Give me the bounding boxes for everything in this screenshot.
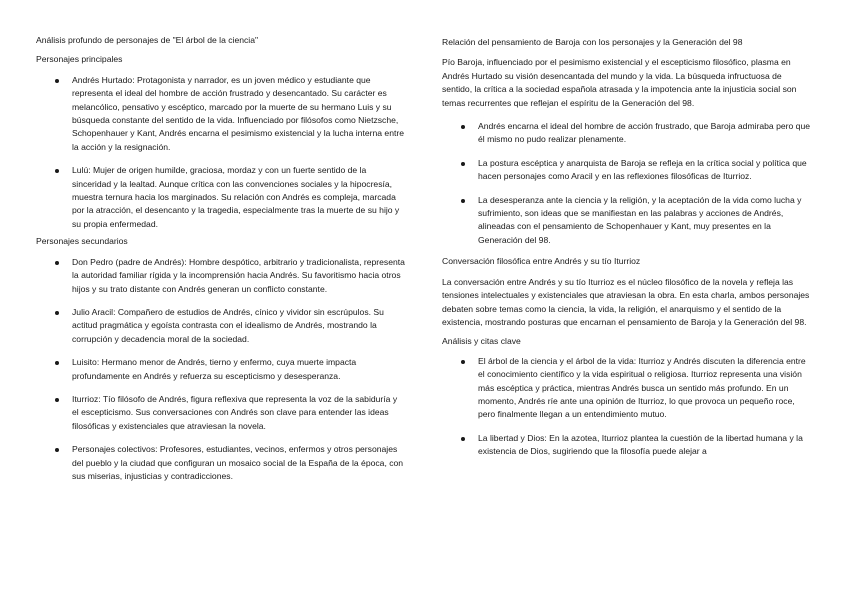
bullet-icon [461, 437, 465, 441]
list-item [36, 356, 406, 383]
right-column [442, 0, 814, 459]
list-item-text: Luisito: Hermano menor de Andrés, tierno y enfermo, cuya muerte impacta profundamente en Andrés y refuerza su escepticismo y desesperanza. [72, 357, 357, 381]
document-title: Análisis profundo de personajes de "El árbol de la ciencia" [36, 35, 259, 45]
list-item-text: Andrés Hurtado: Protagonista y narrador, es un joven médico y estudiante que representa el ideal del hombre de acción frustrado y desencantado. Su carácter es melancólico, pensativo y escéptico, marcado por la muerte de su hermano Luis y su búsqueda constante del sentido de la vida. Influenciado por filósofos como Nietzsche, Schopenhauer y Kant, Andrés encarna el pesimismo existencial y la lucha interna entre la acción y la resignación. [72, 74, 405, 152]
list-item-text: Julio Aracil: Compañero de estudios de Andrés, cínico y vividor sin escrúpulos. Su actitud pragmática y egoísta contrasta con el idealismo de Andrés, mostrando la corrupción y decadencia moral de la sociedad. [72, 306, 384, 344]
bullet-icon [55, 79, 59, 83]
bullet-icon [461, 125, 465, 129]
list-item-text: La postura escéptica y anarquista de Baroja se refleja en la crítica social y política que hacen personajes como Aracil y en las reflexiones filosóficas de Iturrioz. [478, 157, 807, 182]
secondary-characters-list [36, 256, 406, 484]
relation-heading: Relación del pensamiento de Baroja con los personajes y la Generación del 98 [442, 37, 743, 47]
left-column [36, 0, 406, 483]
list-item [36, 393, 406, 433]
list-item-text: Personajes colectivos: Profesores, estudiantes, vecinos, enfermos y otros personajes del pueblo y la ciudad que configuran un mosaico social de la España de la época, con sus miserias, injusticias y contradicciones. [72, 444, 404, 481]
list-item [442, 355, 814, 422]
list-item [442, 194, 814, 248]
conversation-paragraph: La conversación entre Andrés y su tío Iturrioz es el núcleo filosófico de la novela y refleja las tensiones intelectuales y existenciales que atraviesan la obra. En esta charla, ambos personajes debaten sobre temas como la ciencia, la vida, la religión, el anarquismo y el sentido de la existencia, mostrando posturas que encarnan el pensamiento de Baroja y la Generación del 98. [442, 276, 810, 327]
conversation-heading: Conversación filosófica entre Andrés y su tío Iturrioz [442, 256, 641, 267]
analysis-heading: Análisis y citas clave [442, 336, 521, 347]
bullet-icon [461, 199, 465, 203]
bullet-icon [55, 448, 59, 452]
list-item-text: Andrés encarna el ideal del hombre de acción frustrado, que Baroja admiraba pero que él mismo no pudo realizar plenamente. [478, 121, 811, 145]
list-item-text: Lulú: Mujer de origen humilde, graciosa, mordaz y con un fuerte sentido de la sinceridad y la lealtad. Aunque crítica con las convenciones sociales y la hipocresía, muestra ternura hacia los marginados. Su relación con Andrés es compleja, marcada por la atracción, el desencanto y la tragedia, especialmente tras la muerte de su hijo y su propia enfermedad. [72, 165, 400, 229]
relation-list [442, 120, 814, 247]
bullet-icon [55, 169, 59, 173]
list-item [36, 164, 406, 231]
list-item-text: Iturrioz: Tío filósofo de Andrés, figura reflexiva que representa la voz de la sabiduría y el escepticismo. Sus conversaciones con Andrés son clave para entender las ideas filosóficas y existenciales que atraviesan la novela. [72, 393, 398, 431]
bullet-icon [55, 398, 59, 402]
bullet-icon [55, 361, 59, 365]
list-item [36, 256, 406, 296]
secondary-characters-heading: Personajes secundarios [36, 236, 128, 247]
list-item-text: La libertad y Dios: En la azotea, Iturrioz plantea la cuestión de la libertad humana y la existencia de Dios, sugiriendo que la filosofía puede alejar a [478, 432, 803, 457]
list-item [36, 306, 406, 346]
principal-characters-list [36, 74, 406, 231]
list-item [36, 443, 406, 483]
list-item-text: La desesperanza ante la ciencia y la religión, y la aceptación de la vida como lucha y sufrimiento, son ideas que se manifiestan en las palabras y acciones de Andrés, alineadas con el pensamiento de Schopenhauer y Kant, muy presentes en la Generación del 98. [478, 194, 802, 245]
relation-paragraph: Pío Baroja, influenciado por el pesimismo existencial y el escepticismo filosófico, plasma en Andrés Hurtado su visión desencantada del mundo y la vida. La búsqueda infructuosa de sentido, la crítica a la sociedad española atrasada y la impotencia ante la injusticia social son temas recurrentes que reflejan el espíritu de la Generación del 98. [442, 57, 797, 108]
principal-characters-heading: Personajes principales [36, 54, 123, 65]
list-item [442, 432, 814, 459]
list-item-text: Don Pedro (padre de Andrés): Hombre despótico, arbitrario y tradicionalista, representa la autoridad familiar rígida y la incomprensión hacia Andrés. Su favoritismo hacia otros hijos y su trato distante con Andrés generan un conflicto constante. [72, 256, 405, 294]
analysis-list [442, 355, 814, 459]
bullet-icon [461, 162, 465, 166]
list-item-text: El árbol de la ciencia y el árbol de la vida: Iturrioz y Andrés discuten la diferencia entre el conocimiento científico y la vida espiritual o religiosa. Iturrioz representa una visión más escéptica y práctica, mientras Andrés busca un sentido más profundo. En un momento, Andrés ríe ante una opinión de Iturrioz, lo que provoca un pequeño roce, pero finalmente llegan a un entendimiento mutuo. [478, 355, 806, 420]
bullet-icon [55, 261, 59, 265]
list-item [442, 157, 814, 184]
list-item [36, 74, 406, 154]
bullet-icon [461, 360, 465, 364]
list-item [442, 120, 814, 147]
bullet-icon [55, 311, 59, 315]
